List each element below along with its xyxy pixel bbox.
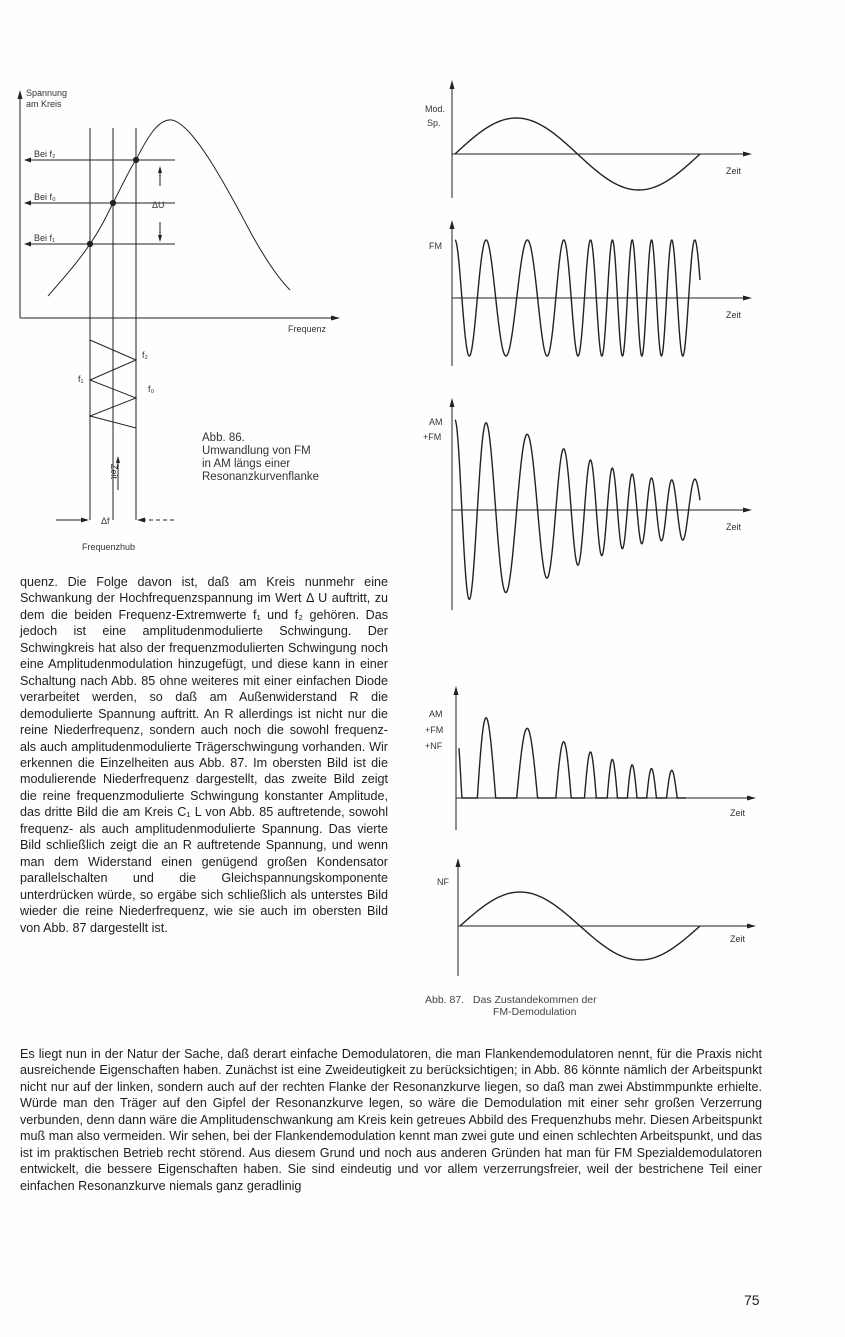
fig86-level-f2: Bei f₂ (34, 149, 56, 159)
fig87-labels (423, 104, 746, 944)
fig86-bottom-label: Frequenzhub (82, 542, 136, 552)
fig86-label-f1: f₁ (78, 374, 84, 384)
fig87-p5-time: Zeit (730, 934, 746, 944)
fig86-caption-line2: Umwandlung von FM (202, 445, 311, 457)
fig87-p3-label-1: AM (429, 417, 443, 427)
fig86-delta-u: ΔU (152, 200, 165, 210)
fig86-caption-line1: Abb. 86. (202, 432, 245, 444)
fig87-p4-label-2: +FM (425, 725, 444, 735)
fig87-p2-time: Zeit (726, 310, 742, 320)
fig86-y-label-2: am Kreis (26, 99, 62, 109)
page-number: 75 (744, 1292, 760, 1308)
fig86-point-f0 (110, 200, 115, 205)
paragraph-narrow: quenz. Die Folge davon ist, daß am Kreis nunmehr eine Schwankung der Hochfrequenzspannung im Wert Δ U auftritt, zu dem die beiden Frequenz-Extremwerte f₁ und f₂ gehören. Das jedoch ist eine amplitudenmodulierte Schwingung. Der Schwingkreis hat also der frequenzmodulierten Schwingung noch eine Amplitudenmodulation hinzugefügt, und diese kann in einer Schaltung nach Abb. 85 ohne weiteres mit einer einfachen Diode verarbeitet werden, so daß am Außenwiderstand R die demodulierte Spannung auftritt. An R allerdings ist nicht nur die reine Niederfrequenz, sondern auch noch die sowohl frequenz- als auch amplitudenmodulierte Trägerschwingung vorhanden. Wir erkennen die Einzelheiten aus Abb. 87. Im obersten Bild ist die modulierende Niederfrequenz dargestellt, das zweite Bild zeigt die reine frequenzmodulierte Schwingung konstanter Amplitude, das dritte Bild die am Kreis C₁ L von Abb. 85 auftretende, sowohl frequenz- als auch amplitudenmodulierte Spannung. Das vierte Bild schließlich zeigt die an R auftretende Spannung, und wenn man dem Widerstand einen genügend großen Kondensator parallelschalten und die Gleichspannungskomponente unterdrücken würde, so ergäbe sich schließlich als unterstes Bild wieder die reine Niederfrequenz, wie sie auch im obersten Bild von Abb. 87 dargestellt ist. (20, 575, 388, 935)
fig86-label-f2: f₂ (142, 350, 148, 360)
fig87-p1-time: Zeit (726, 166, 742, 176)
fig87-p1-label-1: Mod. (425, 104, 446, 114)
fig86-level-f0: Bei f₀ (34, 192, 56, 202)
fig86-level-f1: Bei f₁ (34, 233, 56, 243)
fig87-p3-label-2: +FM (423, 432, 442, 442)
fig86-point-f1 (87, 241, 92, 246)
fig86-caption (202, 432, 319, 484)
fig86-resonance-curve (48, 120, 290, 296)
fig86-label-f0: f₀ (148, 384, 155, 394)
fig87-p4-rectified-wave (459, 718, 686, 798)
figure-87 (450, 80, 757, 976)
fig87-p4-label-1: AM (429, 709, 443, 719)
fig86-y-arrow (18, 90, 23, 99)
body-text-full (20, 1046, 762, 1194)
fig86-caption-line4: Resonanzkurvenflanke (202, 471, 319, 483)
paragraph-wide: Es liegt nun in der Natur der Sache, daß derart einfache Demodulatoren, die man Flankendemodulatoren nennt, für die Praxis nicht ausreichende Eigenschaften haben. Zunächst ist eine Zweideutigkeit zu berücksichtigen; in Abb. 86 könnte nämlich der Arbeitspunkt nicht nur auf der linken, sondern auch auf der rechten Flanke der Resonanzkurve liegen, so daß man zwei Abstimmpunkte erhielte. Würde man den Träger auf den Gipfel der Resonanzkurve legen, so wäre die Demodulation mit einer sehr großen Verzerrung verbunden, denn dann wäre die Amplitudenschwankung am Kreis kein getreues Abbild des Frequenzhubs mehr. Diesen Arbeitspunkt muß man also vermeiden. Wir sehen, bei der Flankendemodulation kennt man zwei gute und einen schlechten Arbeitspunkt, und das ist im praktischen Betrieb recht störend. Aus diesem Grund und noch aus anderen Gründen hat man für FM Spezialdemodulatoren entwickelt, die bessere Eigenschaften haben. Sie sind eindeutig und vor allem verzerrungsfreier, weil der bestrichene Teil einer einfachen Resonanzkurve niemals ganz geradlinig (20, 1047, 762, 1193)
fig87-p4-label-3: +NF (425, 741, 443, 751)
body-text-column (20, 574, 388, 936)
fig87-p5-label: NF (437, 877, 449, 887)
fig87-caption-line1: Abb. 87. Das Zustandekommen der (425, 994, 597, 1006)
fig86-delta-f: Δf (101, 516, 110, 526)
fig86-time-label: Zeit (109, 464, 119, 480)
fig86-x-arrow (331, 316, 340, 321)
fig87-p1-label-2: Sp. (427, 118, 441, 128)
fig87-caption (425, 994, 597, 1018)
fig86-point-f2 (133, 157, 138, 162)
fig87-p3-time: Zeit (726, 522, 742, 532)
fig87-p2-label: FM (429, 241, 442, 251)
fig87-p4-time: Zeit (730, 808, 746, 818)
fig86-caption-line3: in AM längs einer (202, 458, 291, 470)
fig86-y-label-1: Spannung (26, 88, 68, 98)
fig86-x-label: Frequenz (288, 324, 327, 334)
fig87-caption-line2: FM-Demodulation (493, 1006, 577, 1018)
